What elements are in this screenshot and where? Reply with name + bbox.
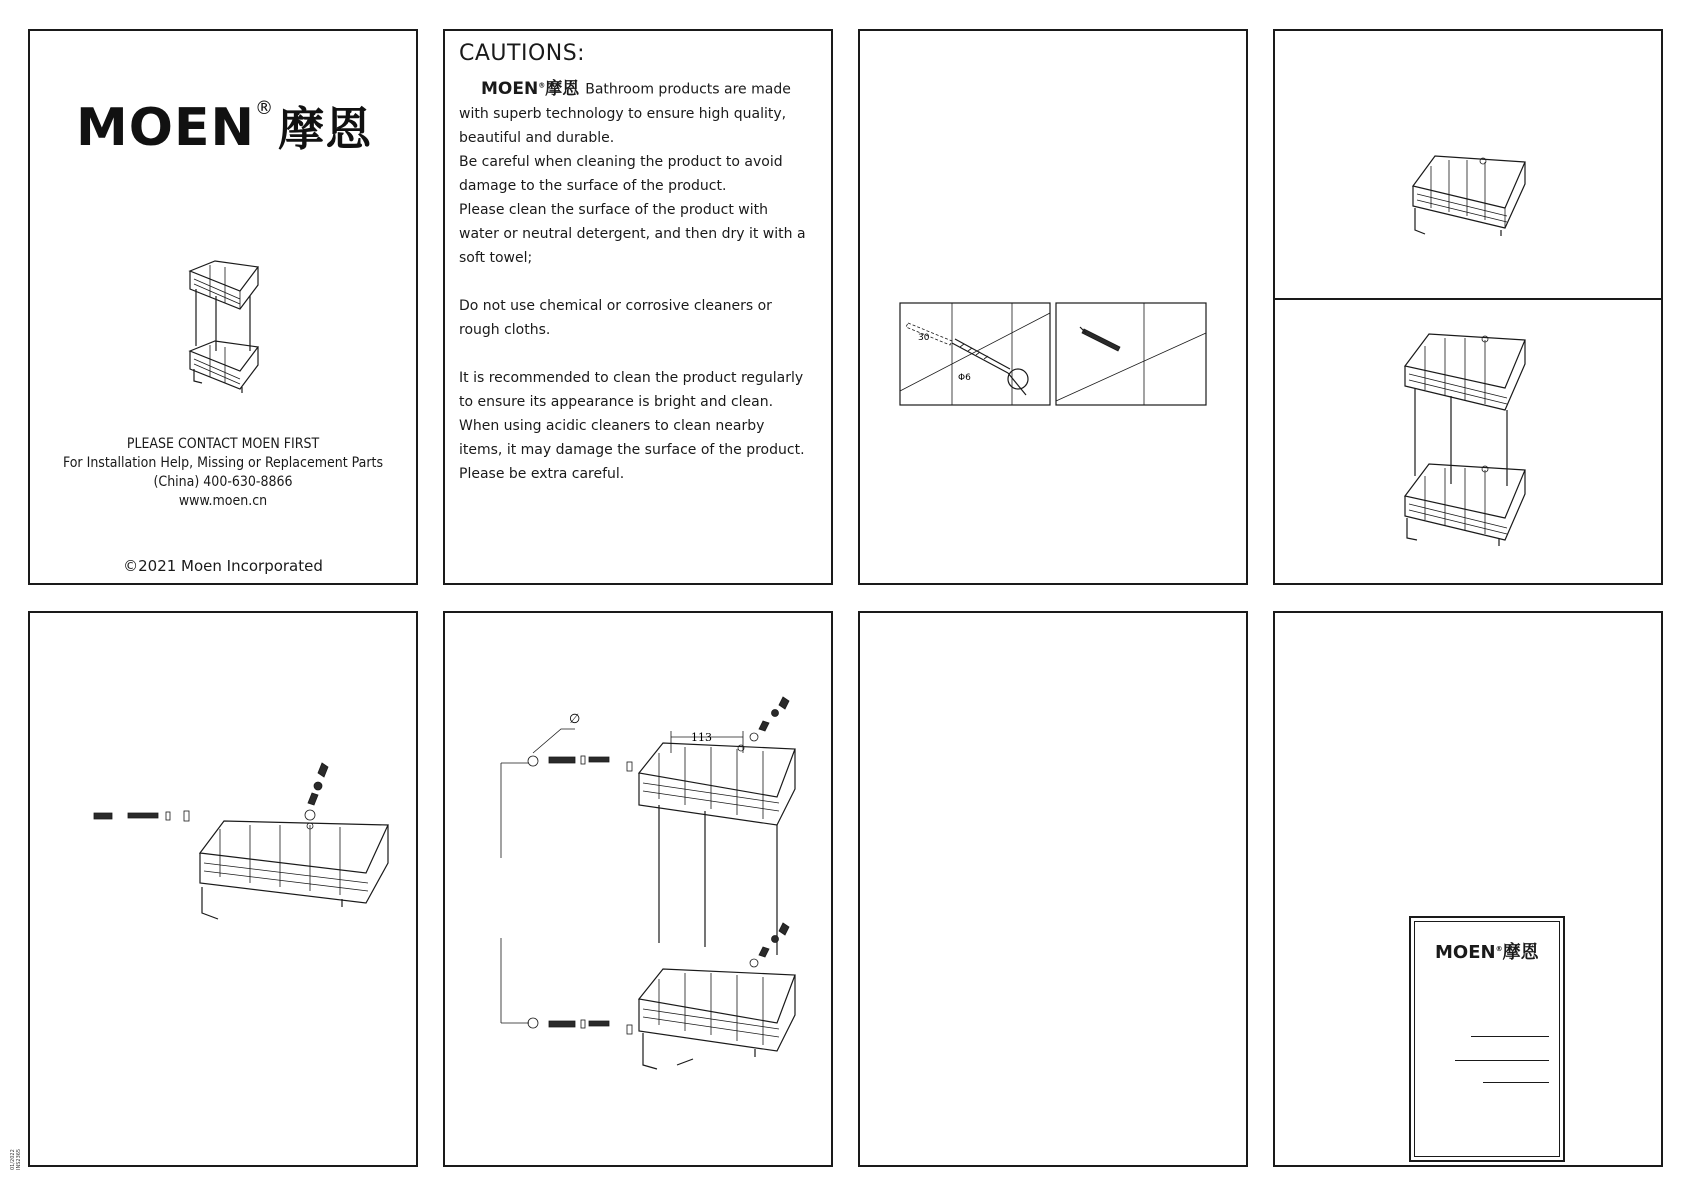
moen-logo: MOEN®摩恩 [76, 98, 373, 158]
panel-divider [1275, 298, 1661, 300]
booklet-line-1 [1471, 1036, 1549, 1037]
blank-panel [858, 611, 1248, 1167]
copyright: ©2021 Moen Incorporated [123, 557, 323, 575]
cautions-paragraph-1: Be careful when cleaning the product to avoid damage to the surface of the product. [459, 153, 783, 194]
booklet-illustration [1409, 916, 1565, 1162]
contact-website: www.moen.cn [178, 493, 268, 509]
booklet-line-3 [1483, 1082, 1549, 1083]
booklet-logo: MOEN®摩恩 [1435, 942, 1539, 963]
contact-line-2: For Installation Help, Missing or Replacement Parts [62, 455, 384, 471]
double-shelf-illustration [1395, 326, 1555, 556]
product-views-panel [1273, 29, 1663, 585]
single-shelf-illustration [1405, 146, 1545, 246]
double-shelf-exploded-diagram [473, 693, 813, 1103]
drilling-panel [858, 29, 1248, 585]
contact-line-3: (China) 400-630-8866 [153, 474, 293, 490]
cautions-body [459, 73, 811, 486]
cautions-paragraph-2: Please clean the surface of the product with water or neutral detergent, and then dry it with a soft towel; [459, 201, 806, 266]
diameter-symbol: ∅ [569, 712, 581, 727]
spacing-label: 113 [691, 731, 712, 744]
depth-label: 30 [918, 333, 930, 343]
moen-inline-logo: MOEN®摩恩 [481, 78, 580, 99]
booklet-line-2 [1455, 1060, 1549, 1061]
double-corner-shelf-illustration [180, 251, 280, 401]
cautions-intro: MOEN®摩恩 Bathroom products are made with superb technology to ensure high quality, beautiful and durable. [459, 78, 791, 146]
drilling-diagram [900, 303, 1050, 407]
single-shelf-install-panel [28, 611, 418, 1167]
document-code: 01/2022 INS2365 [10, 1148, 22, 1170]
cautions-paragraph-5: When using acidic cleaners to clean nearby items, it may damage the surface of the product. [459, 417, 805, 458]
drill-diameter-label: Φ6 [958, 373, 971, 383]
anchor-insertion-diagram [1056, 303, 1206, 407]
cautions-title: CAUTIONS: [459, 41, 586, 66]
single-shelf-exploded-diagram [60, 763, 360, 953]
cautions-panel [443, 29, 833, 585]
cover-panel [28, 29, 418, 585]
cautions-paragraph-4: It is recommended to clean the product regularly to ensure its appearance is bright and clean. [459, 369, 804, 410]
contact-line-1: PLEASE CONTACT MOEN FIRST [126, 436, 320, 452]
cautions-paragraph-6: Please be extra careful. [459, 465, 625, 482]
double-shelf-install-panel [443, 611, 833, 1167]
contact-info [30, 435, 416, 511]
cautions-paragraph-3: Do not use chemical or corrosive cleaners or rough cloths. [459, 297, 772, 338]
back-cover-panel [1273, 611, 1663, 1167]
